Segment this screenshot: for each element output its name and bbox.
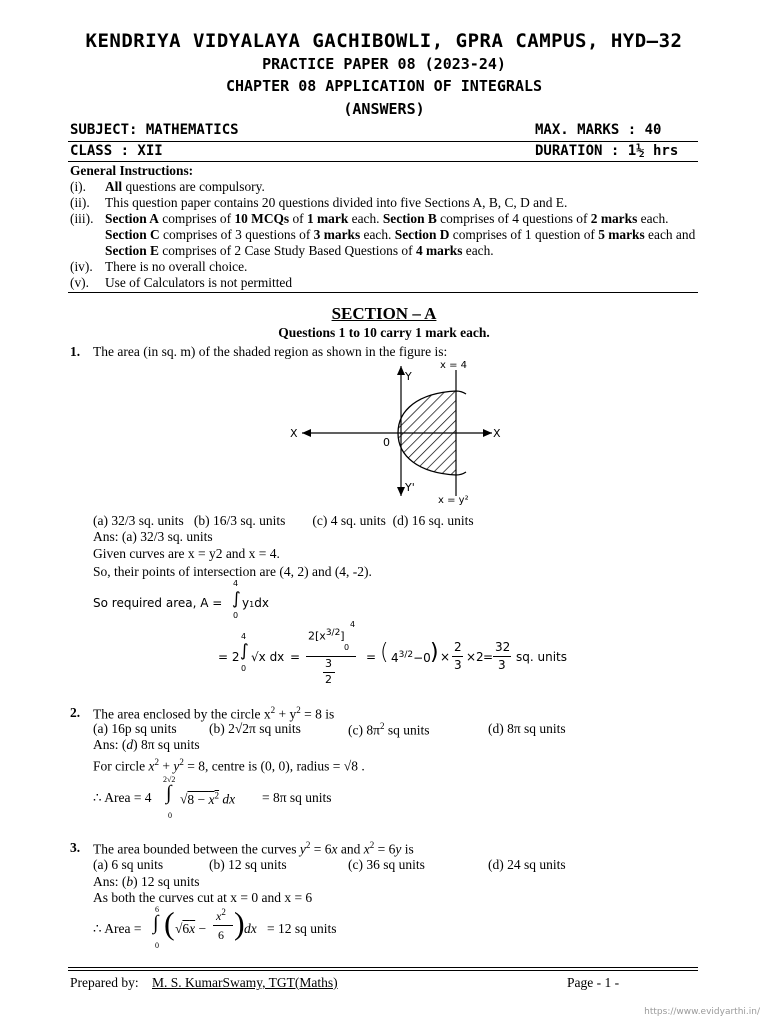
y-neg-axis-label: Y' — [405, 481, 415, 494]
paren: ) — [430, 640, 439, 665]
fraction-bar — [213, 925, 233, 926]
instruction-number: (iv). — [70, 259, 93, 274]
page-number: Page - 1 - — [567, 975, 620, 990]
q2-opt-d: (d) 8π sq units — [488, 721, 566, 736]
instruction-item — [70, 211, 700, 259]
instruction-number: (v). — [70, 275, 89, 290]
frac-32: 32 — [495, 640, 511, 654]
integral-upper: 4 — [233, 579, 239, 588]
limit-upper: 4 — [350, 620, 356, 629]
instructions-list — [70, 179, 700, 291]
integral-sign: ∫ — [240, 641, 249, 661]
x-axis-label: X — [493, 427, 501, 440]
fraction-denominator: 2 — [325, 673, 332, 686]
frac-num: $x^2$ — [216, 907, 226, 923]
eq-sign: = — [290, 650, 301, 664]
q3-opt-a: (a) 6 sq units — [93, 857, 164, 872]
eq-sign: = — [366, 650, 377, 664]
q1-number: 1. — [70, 344, 81, 359]
q2-opt-b: (b) 2√2π sq units — [209, 721, 301, 736]
fraction-denominator: 3 — [325, 657, 332, 670]
q3-dx: dx — [244, 921, 257, 936]
q2-integrand: $√8 - x^2$ dx — [180, 790, 236, 807]
times: × — [440, 650, 451, 664]
integral-lower: 0 — [233, 611, 239, 620]
limit-lower: 0 — [344, 643, 350, 652]
school-name: KENDRIYA VIDYALAYA GACHIBOWLI, GPRA CAMPUS, HYD–32 — [85, 30, 683, 52]
paper-title: PRACTICE PAPER 08 (2023-24) — [262, 55, 506, 73]
footer-divider — [68, 970, 698, 971]
q3-result: = 12 sq units — [267, 921, 337, 936]
curve-label: x = y² — [438, 495, 469, 506]
frac-3-den: 3 — [498, 658, 506, 672]
q2-line-1: For circle $x^2 + y^2 = 8$, centre is (0, 0), radius = √8 . — [93, 757, 365, 774]
q1-figure — [280, 358, 510, 508]
eq-sign: = 2 — [218, 650, 240, 664]
instructions-title: General Instructions: — [70, 163, 194, 178]
paren: ( — [164, 905, 175, 941]
q1-line-1: Given curves are x = y2 and x = 4. — [93, 546, 280, 561]
q1-text: The area (in sq. m) of the shaded region as shown in the figure is: — [93, 344, 448, 359]
q3-line-1: As both the curves cut at x = 0 and x = 6 — [93, 890, 313, 905]
instruction-item — [70, 259, 700, 275]
general-instructions — [70, 163, 700, 291]
q3-sqrt: √6x − — [175, 921, 207, 936]
origin-label: 0 — [383, 436, 390, 449]
instruction-text: All questions are compulsory. — [105, 179, 265, 194]
instruction-text: Use of Calculators is not permitted — [105, 275, 293, 290]
divider — [68, 292, 698, 293]
instruction-number: (i). — [70, 179, 86, 194]
q3-opt-b: (b) 12 sq units — [209, 857, 287, 872]
frac-den: 6 — [218, 928, 224, 942]
q2-result: = 8π sq units — [262, 790, 332, 805]
q2-answer: Ans: (d) 8π sq units — [93, 737, 200, 752]
integral-lower: 0 — [155, 941, 159, 950]
paren: ( — [380, 640, 389, 665]
integral-sign: ∫ — [166, 782, 172, 804]
q3-area-label: ∴ Area = — [93, 921, 142, 936]
frac-3: 3 — [454, 658, 462, 672]
class-label: CLASS : XII — [70, 143, 163, 159]
watermark-url: https://www.evidyarthi.in/ — [644, 1007, 760, 1017]
instruction-text: There is no overall choice. — [105, 259, 248, 274]
q3-opt-d: (d) 24 sq units — [488, 857, 566, 872]
integrand-sqrt: √x dx — [251, 650, 285, 664]
power-term: $4^{3/2}-0$ — [391, 650, 431, 665]
line-label: x = 4 — [440, 360, 468, 371]
eq-sign: = — [483, 650, 494, 664]
instruction-text: Section A comprises of 10 MCQs of 1 mark each. Section B comprises of 4 questions of 2 marks each. Section C comprises of 3 questions of 3 marks each. Section D comprises of 1 question of 5 marks each and Section E comprises of 2 Case Study Based Questions of 4 marks each. — [105, 211, 696, 258]
instruction-text: This question paper contains 20 questions divided into five Sections A, B, C, D and E. — [105, 195, 568, 210]
instruction-item — [70, 195, 700, 211]
x-neg-axis-label: X — [290, 427, 298, 440]
prepared-by-label: Prepared by: — [70, 975, 139, 990]
instruction-number: (ii). — [70, 195, 90, 210]
q1-working-1: So required area, A = — [93, 596, 223, 610]
divider — [68, 161, 698, 162]
chapter-title: CHAPTER 08 APPLICATION OF INTEGRALS — [225, 77, 543, 95]
q2-opt-c: (c) $8\pi^2$ sq units — [348, 721, 430, 738]
q3-opt-c: (c) 36 sq units — [348, 857, 425, 872]
q2-number: 2. — [70, 705, 81, 720]
integral-upper: 6 — [155, 905, 159, 914]
paren: ) — [234, 905, 245, 941]
fraction-bar — [452, 656, 463, 657]
integral-sign: ∫ — [232, 589, 241, 609]
author-name: M. S. KumarSwamy, TGT(Maths) — [152, 975, 338, 990]
integral-sign: ∫ — [153, 912, 159, 934]
q2-area-label: ∴ Area = 4 — [93, 790, 152, 805]
divider — [68, 141, 698, 142]
integral-lower: 0 — [168, 811, 172, 820]
q3-text: The area bounded between the curves $y^2 = 6x$ and $x^2 = 6y$ is — [93, 840, 414, 857]
section-a-subtitle: Questions 1 to 10 carry 1 mark each. — [278, 325, 490, 340]
q3-answer: Ans: (b) 12 sq units — [93, 874, 200, 889]
instruction-number: (iii). — [70, 211, 94, 226]
instruction-item — [70, 275, 700, 291]
answers-label: (ANSWERS) — [343, 100, 425, 118]
q3-number: 3. — [70, 840, 81, 855]
footer-divider — [68, 967, 698, 968]
subject-label: SUBJECT: MATHEMATICS — [70, 122, 239, 138]
q1-result-unit: sq. units — [516, 650, 567, 664]
y-axis-label: Y — [405, 370, 412, 383]
q1-options: (a) 32/3 sq. units (b) 16/3 sq. units (c) 4 sq. units (d) 16 sq. units — [93, 513, 474, 528]
q2-text: The area enclosed by the circle $x^2 + y^2 = 8$ is — [93, 705, 335, 722]
instruction-item — [70, 179, 700, 195]
q1-line-2: So, their points of intersection are (4, 2) and (4, -2). — [93, 564, 372, 579]
integral-upper: 2√2 — [163, 775, 176, 784]
frac-2: 2 — [454, 640, 462, 654]
duration: DURATION : 1½ hrs — [535, 143, 679, 159]
fraction-bar — [493, 656, 511, 657]
integral-lower: 0 — [241, 664, 247, 673]
integrand: y1dx — [242, 596, 269, 610]
section-a-title: SECTION – A — [331, 304, 437, 323]
q1-answer: Ans: (a) 32/3 sq. units — [93, 529, 213, 544]
max-marks: MAX. MARKS : 40 — [535, 122, 662, 138]
integral-upper: 4 — [241, 632, 247, 641]
times-2: ×2 — [466, 650, 484, 664]
q2-opt-a: (a) 16p sq units — [93, 721, 177, 736]
fraction-numerator: $2[x^{3/2}]$ — [308, 628, 345, 643]
